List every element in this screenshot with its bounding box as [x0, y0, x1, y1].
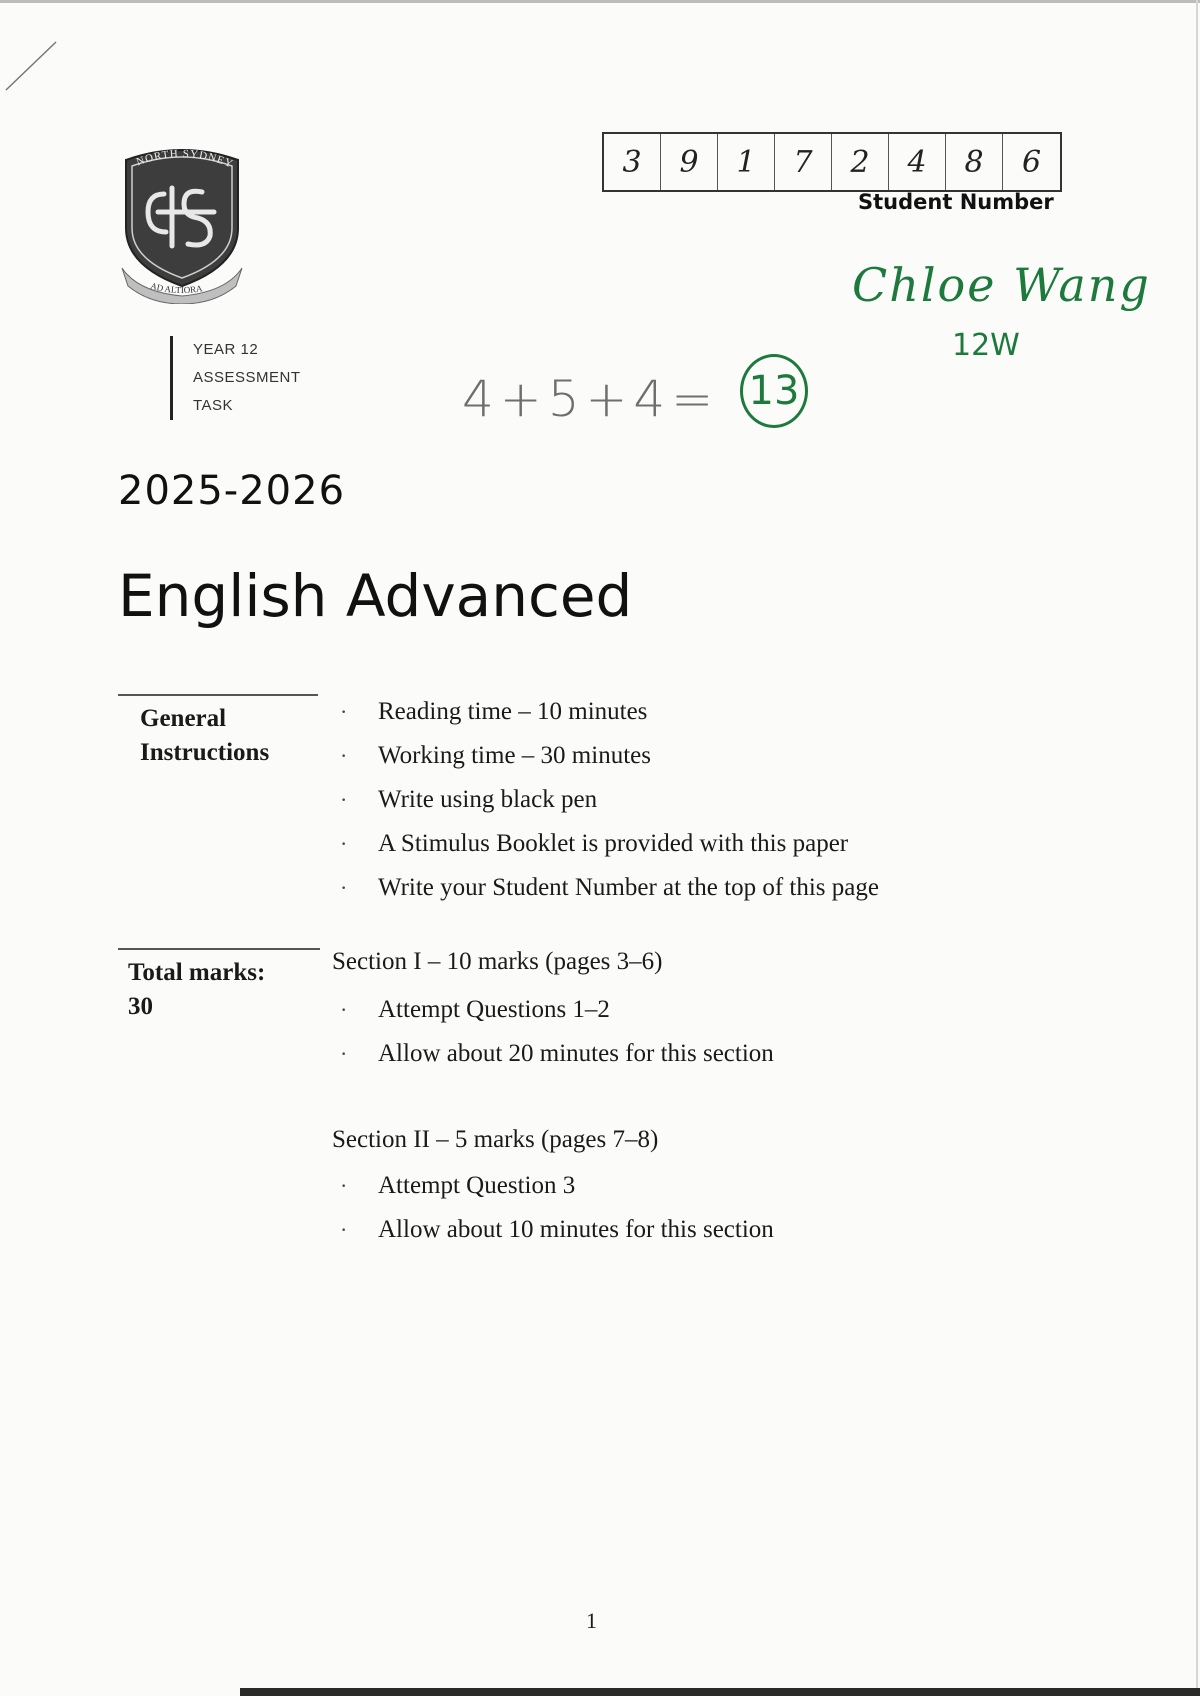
list-item: · Reading time – 10 minutes — [340, 694, 879, 738]
section-2-heading: Section II – 5 marks (pages 7–8) — [332, 1126, 659, 1153]
student-number-grid — [602, 132, 1062, 192]
total-marks-caption: Total marks: — [128, 959, 266, 986]
svg-text:AD ALTIORA: AD ALTIORA — [149, 280, 204, 296]
subject-title: English Advanced — [118, 562, 633, 630]
student-number-digit: 8 — [946, 134, 1003, 190]
student-number-digit: 6 — [1021, 144, 1042, 180]
list-item: · Write using black pen — [340, 782, 879, 826]
student-number-digit: 7 — [775, 134, 832, 190]
section-1-heading: Section I – 10 marks (pages 3–6) — [332, 948, 663, 975]
pen-mark — [0, 30, 70, 100]
scan-bottom-edge — [240, 1688, 1200, 1696]
academic-years: 2025-2026 — [118, 468, 346, 514]
list-item: · Allow about 10 minutes for this section — [340, 1212, 774, 1256]
assessment-task-label — [170, 336, 301, 420]
student-number-digit: 1 — [718, 134, 775, 190]
handwritten-class: 12W — [952, 328, 1020, 363]
scan-right-edge — [1196, 0, 1198, 1696]
general-instructions-label-line: General — [140, 705, 227, 732]
list-item: · Attempt Question 3 — [340, 1168, 774, 1212]
general-instructions-label-line: Instructions — [140, 739, 270, 766]
general-instructions-label — [118, 694, 318, 770]
student-number-digit: 4 — [889, 134, 946, 190]
task-line: TASK — [193, 397, 234, 414]
student-number-digit: 3 — [604, 134, 661, 190]
section-1-list — [340, 992, 774, 1080]
student-number-digit: 2 — [832, 134, 889, 190]
list-item: · A Stimulus Booklet is provided with this paper — [340, 826, 879, 870]
student-number-digit: 9 — [661, 134, 718, 190]
total-marks-label — [118, 948, 320, 1024]
handwritten-marks-sum: 4+5+4= — [462, 370, 720, 428]
list-item: · Attempt Questions 1–2 — [340, 992, 774, 1036]
svg-text:NORTH SYDNEY: NORTH SYDNEY — [134, 147, 236, 171]
student-number-label: Student Number — [858, 190, 1054, 214]
total-marks-value: 30 — [128, 993, 153, 1020]
page-number: 1 — [586, 1608, 597, 1633]
list-item: · Write your Student Number at the top of this page — [340, 870, 879, 914]
circled-total-score: 13 — [740, 354, 808, 428]
task-line: ASSESSMENT — [193, 369, 301, 386]
list-item: · Working time – 30 minutes — [340, 738, 879, 782]
section-2-list — [340, 1168, 774, 1256]
general-instructions-list — [340, 694, 879, 914]
handwritten-name: Chloe Wang — [852, 258, 1151, 312]
scan-top-edge — [0, 0, 1200, 3]
list-item: · Allow about 20 minutes for this section — [340, 1036, 774, 1080]
school-crest-logo — [118, 136, 246, 304]
task-line: YEAR 12 — [193, 341, 259, 358]
